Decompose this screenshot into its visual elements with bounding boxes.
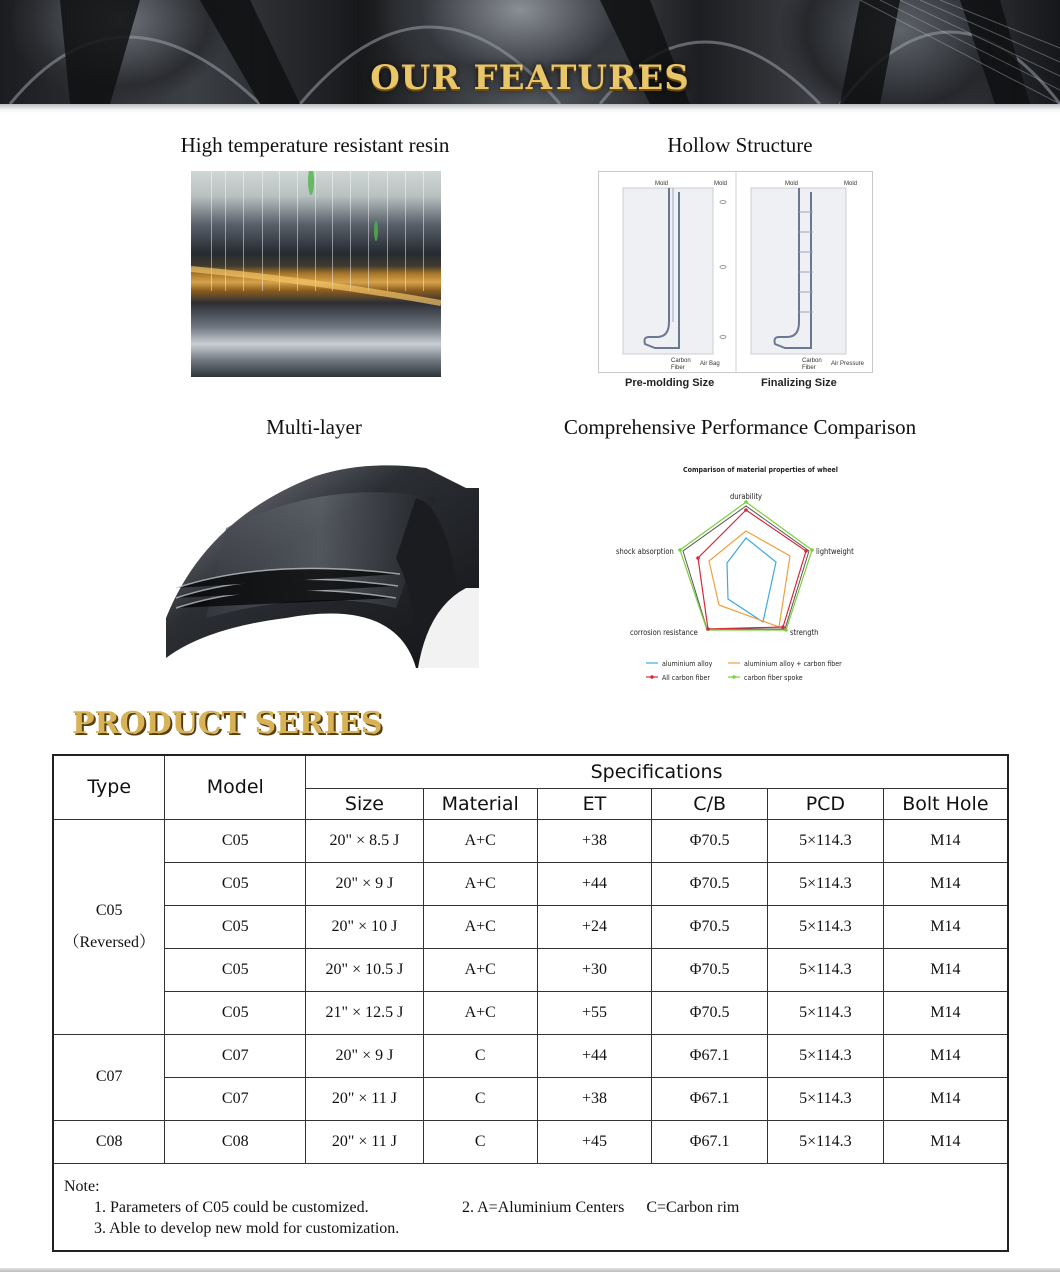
table-row bbox=[53, 819, 1008, 862]
cell-size: 21" × 12.5 J bbox=[306, 991, 424, 1034]
header-material: Material bbox=[423, 788, 537, 819]
cell-size: 20" × 9 J bbox=[306, 862, 424, 905]
resin-photo bbox=[191, 171, 441, 377]
radar-chart-title: Comparison of material properties of wheel bbox=[683, 466, 838, 474]
hollow-structure-diagram bbox=[598, 171, 873, 373]
cell-et: +38 bbox=[537, 1077, 652, 1120]
cell-material: C bbox=[423, 1077, 537, 1120]
header-type: Type bbox=[53, 755, 165, 819]
banner-divider bbox=[0, 104, 1060, 113]
legend-all-carbon: All carbon fiber bbox=[662, 674, 710, 682]
header-et: ET bbox=[537, 788, 652, 819]
cell-et: +55 bbox=[537, 991, 652, 1034]
cell-model: C07 bbox=[165, 1034, 306, 1077]
airbag-label: Air Bag bbox=[700, 361, 720, 367]
feature-title-comparison: Comprehensive Performance Comparison bbox=[563, 415, 917, 439]
cell-cb: Φ70.5 bbox=[652, 819, 768, 862]
cell-pcd: 5×114.3 bbox=[768, 862, 884, 905]
note-3: 3. Able to develop new mold for customization. bbox=[94, 1220, 400, 1238]
note-2b: C=Carbon rim bbox=[646, 1199, 740, 1217]
fiber-label-2: Fiber bbox=[802, 365, 816, 371]
performance-radar-chart bbox=[600, 458, 880, 690]
cell-bolt: M14 bbox=[883, 1120, 1008, 1163]
cell-material: A+C bbox=[423, 948, 537, 991]
note-2a: 2. A=Aluminium Centers bbox=[462, 1199, 625, 1217]
cell-cb: Φ67.1 bbox=[652, 1120, 768, 1163]
type-c07: C07 bbox=[53, 1034, 165, 1120]
table-notes bbox=[53, 1163, 1008, 1251]
cell-size: 20" × 8.5 J bbox=[306, 819, 424, 862]
cell-model: C07 bbox=[165, 1077, 306, 1120]
cell-material: C bbox=[423, 1034, 537, 1077]
header-pcd: PCD bbox=[768, 788, 884, 819]
cell-cb: Φ67.1 bbox=[652, 1077, 768, 1120]
cell-size: 20" × 10 J bbox=[306, 905, 424, 948]
cell-cb: Φ70.5 bbox=[652, 905, 768, 948]
table-row bbox=[53, 905, 1008, 948]
table-row bbox=[53, 862, 1008, 905]
cell-cb: Φ70.5 bbox=[652, 948, 768, 991]
cell-model: C05 bbox=[165, 862, 306, 905]
cell-material: C bbox=[423, 1120, 537, 1163]
cell-size: 20" × 11 J bbox=[306, 1077, 424, 1120]
series-all-carbon bbox=[698, 510, 806, 629]
cell-et: +44 bbox=[537, 862, 652, 905]
axis-corrosion: corrosion resistance bbox=[630, 628, 698, 637]
feature-title-hollow: Hollow Structure bbox=[667, 133, 813, 157]
feature-title-resin: High temperature resistant resin bbox=[180, 133, 450, 157]
type-c08: C08 bbox=[53, 1120, 165, 1163]
bottom-divider bbox=[0, 1268, 1060, 1272]
cell-et: +30 bbox=[537, 948, 652, 991]
feature-title-multilayer: Multi-layer bbox=[266, 415, 362, 439]
cell-model: C05 bbox=[165, 905, 306, 948]
axis-shock: shock absorption bbox=[616, 547, 674, 556]
table-row bbox=[53, 948, 1008, 991]
mold-label-1: Mold bbox=[655, 181, 669, 187]
cell-pcd: 5×114.3 bbox=[768, 1120, 884, 1163]
legend-aluminium: aluminium alloy bbox=[662, 660, 713, 668]
axis-strength: strength bbox=[790, 628, 819, 637]
note-line-3 bbox=[64, 1218, 997, 1239]
cell-bolt: M14 bbox=[883, 905, 1008, 948]
cell-bolt: M14 bbox=[883, 948, 1008, 991]
header-bolt-hole: Bolt Hole bbox=[883, 788, 1008, 819]
cell-cb: Φ67.1 bbox=[652, 1034, 768, 1077]
header-model: Model bbox=[165, 755, 306, 819]
carbon-label-1: Carbon bbox=[671, 358, 691, 364]
cell-model: C05 bbox=[165, 819, 306, 862]
product-series-heading: PRODUCT SERIES bbox=[72, 706, 383, 741]
cell-pcd: 5×114.3 bbox=[768, 819, 884, 862]
cell-material: A+C bbox=[423, 991, 537, 1034]
series-aluminium bbox=[727, 538, 776, 622]
mold-label-3: Mold bbox=[785, 181, 799, 187]
header-cb: C/B bbox=[652, 788, 768, 819]
cell-cb: Φ70.5 bbox=[652, 991, 768, 1034]
table-row bbox=[53, 1077, 1008, 1120]
cell-size: 20" × 11 J bbox=[306, 1120, 424, 1163]
cell-pcd: 5×114.3 bbox=[768, 948, 884, 991]
note-line-1-2 bbox=[64, 1197, 997, 1218]
cell-bolt: M14 bbox=[883, 1034, 1008, 1077]
cell-et: +38 bbox=[537, 819, 652, 862]
table-row bbox=[53, 991, 1008, 1034]
mold-label-4: Mold bbox=[844, 181, 858, 187]
legend-alu-carbon: aluminium alloy + carbon fiber bbox=[744, 660, 842, 668]
cell-material: A+C bbox=[423, 819, 537, 862]
cell-bolt: M14 bbox=[883, 819, 1008, 862]
legend-spoke: carbon fiber spoke bbox=[744, 674, 803, 682]
axis-lightweight: lightweight bbox=[816, 547, 854, 556]
cell-pcd: 5×114.3 bbox=[768, 991, 884, 1034]
header-size: Size bbox=[306, 788, 424, 819]
cell-bolt: M14 bbox=[883, 862, 1008, 905]
cell-bolt: M14 bbox=[883, 1077, 1008, 1120]
pre-molding-caption: Pre-molding Size bbox=[625, 377, 715, 389]
mold-label-2: Mold bbox=[714, 181, 728, 187]
product-spec-table bbox=[52, 754, 1009, 1252]
type-c05 bbox=[53, 819, 165, 1034]
features-heading: OUR FEATURES bbox=[370, 58, 690, 98]
type-c05-name: C05 bbox=[95, 901, 123, 919]
note-label: Note: bbox=[64, 1178, 100, 1196]
cell-material: A+C bbox=[423, 862, 537, 905]
fiber-label-1: Fiber bbox=[671, 365, 685, 371]
carbon-label-2: Carbon bbox=[802, 358, 822, 364]
cell-pcd: 5×114.3 bbox=[768, 1077, 884, 1120]
cell-model: C05 bbox=[165, 991, 306, 1034]
cell-model: C08 bbox=[165, 1120, 306, 1163]
header-specifications: Specifications bbox=[306, 755, 1008, 788]
cell-material: A+C bbox=[423, 905, 537, 948]
cell-pcd: 5×114.3 bbox=[768, 905, 884, 948]
table-row bbox=[53, 1120, 1008, 1163]
cell-model: C05 bbox=[165, 948, 306, 991]
note-1: 1. Parameters of C05 could be customized. bbox=[94, 1199, 369, 1217]
cell-et: +45 bbox=[537, 1120, 652, 1163]
table-row bbox=[53, 1034, 1008, 1077]
air-pressure-label: Air Pressure bbox=[831, 361, 865, 367]
header-banner bbox=[0, 0, 1060, 104]
cell-bolt: M14 bbox=[883, 991, 1008, 1034]
axis-durability: durability bbox=[730, 492, 763, 501]
type-c05-sub: （Reversed） bbox=[63, 933, 155, 951]
multilayer-rim-image bbox=[166, 458, 479, 668]
cell-et: +44 bbox=[537, 1034, 652, 1077]
cell-et: +24 bbox=[537, 905, 652, 948]
cell-size: 20" × 9 J bbox=[306, 1034, 424, 1077]
cell-pcd: 5×114.3 bbox=[768, 1034, 884, 1077]
cell-size: 20" × 10.5 J bbox=[306, 948, 424, 991]
cell-cb: Φ70.5 bbox=[652, 862, 768, 905]
finalizing-caption: Finalizing Size bbox=[761, 377, 837, 389]
